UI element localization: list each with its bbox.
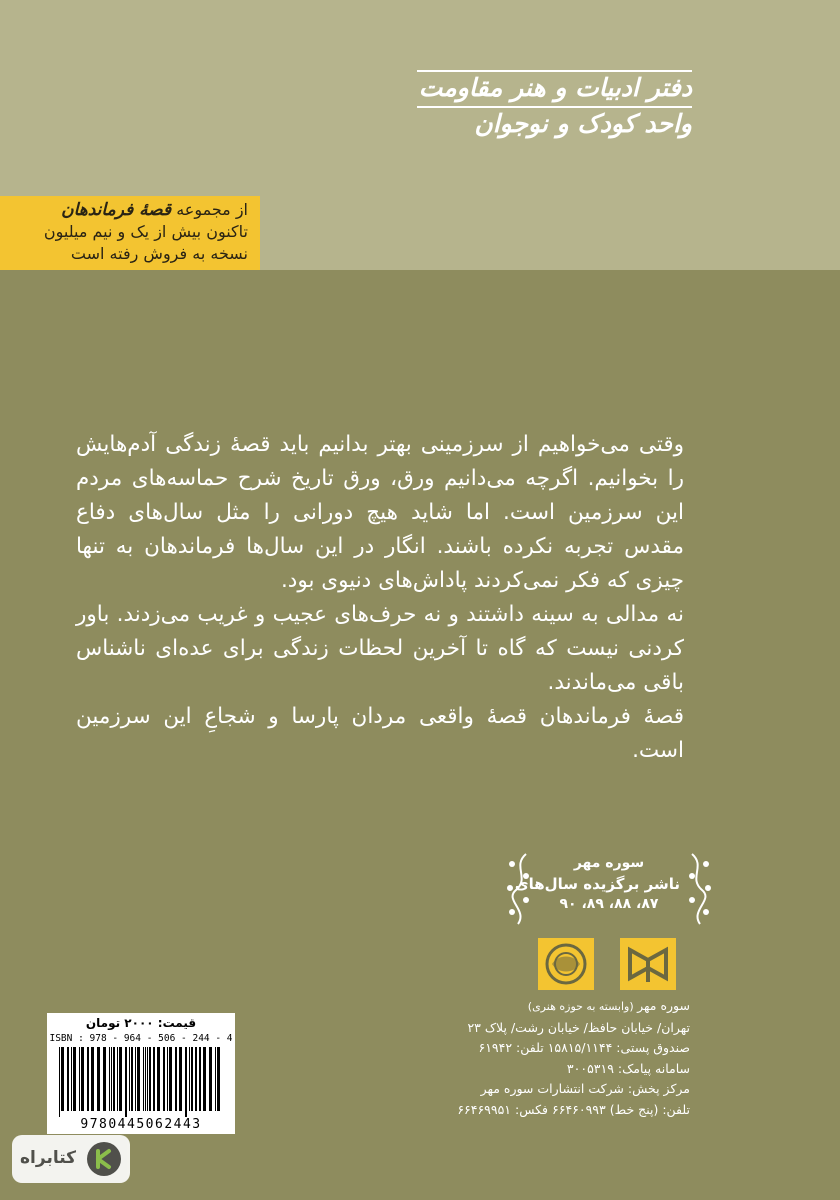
award-title: ناشر برگزیده سال‌های	[514, 875, 680, 893]
award-publisher: سوره مهر	[573, 855, 645, 871]
header-unit: واحد کودک و نوجوان	[474, 109, 692, 138]
address-line: مرکز پخش: شرکت انتشارات سوره مهر	[480, 1081, 690, 1096]
barcode-digits: 9780445062443	[80, 1117, 202, 1132]
series-name: قصهٔ فرماندهان	[61, 200, 172, 220]
isbn-label: ISBN : 978 - 964 - 506 - 244 - 4	[49, 1033, 233, 1044]
barcode-panel	[47, 1013, 235, 1134]
address-line: تهران/ خیابان حافظ/ خیابان رشت/ پلاک ۲۳	[467, 1019, 690, 1035]
price-label: قیمت: ۲۰۰۰ تومان	[85, 1016, 197, 1030]
sooreh-mehr-emblem-icon	[620, 938, 676, 990]
award-badge	[504, 852, 714, 922]
award-text	[514, 852, 680, 914]
address-line: صندوق پستی: ۱۵۸۱۵/۱۱۴۴ تلفن: ۶۱۹۴۲	[478, 1040, 690, 1055]
watermark-label: کتابراه	[20, 1148, 77, 1168]
series-info-box	[0, 196, 260, 270]
blurb-text	[76, 428, 684, 768]
address-line: سوره مهر (وابسته به حوزه هنری)	[527, 998, 690, 1013]
publisher-address	[352, 996, 690, 1120]
ketabrah-watermark	[12, 1135, 130, 1183]
blurb-paragraph: نه مدالی به سینه داشتند و نه حرف‌های عجیب و غریب می‌زدند. باور کردنی نیست که گاه تا آخرین لحظات زندگی برای عده‌ای ناشناس باقی می‌ماندند.	[76, 602, 684, 695]
vine-ornament-icon	[684, 852, 714, 926]
ketabrah-logo-icon	[84, 1139, 124, 1179]
hozeh-honari-emblem-icon	[538, 938, 594, 990]
blurb-paragraph: قصهٔ فرماندهان قصهٔ واقعی مردان پارسا و شجاعِ این سرزمین است.	[76, 704, 684, 763]
series-line-3: نسخه به فروش رفته است	[70, 244, 248, 263]
series-line-1	[6, 199, 248, 221]
address-line: تلفن: (پنج خط) ۶۶۴۶۰۹۹۳ فکس: ۶۶۴۶۹۹۵۱	[457, 1101, 690, 1117]
series-line-2: تاکنون بیش از یک و نیم میلیون	[43, 222, 248, 241]
address-line: سامانه پیامک: ۳۰۰۵۳۱۹	[566, 1060, 690, 1076]
award-years: ۸۷، ۸۸، ۸۹، ۹۰	[559, 896, 659, 912]
barcode	[57, 1047, 225, 1117]
series-prefix: از مجموعه	[176, 200, 248, 219]
header-department: دفتر ادبیات و هنر مقاومت	[418, 73, 692, 102]
blurb-paragraph: وقتی می‌خواهیم از سرزمینی بهتر بدانیم باید قصهٔ زندگی آدم‌هایش را بخوانیم. اگرچه می‌دانیم ورق، ورق تاریخ شرح حماسه‌های مردم این سرزمین است. اما شاید هیچ دورانی را مثل سال‌های دفاع مقدس تجربه نکرده باشند. انگار در این سال‌ها فرماندهان به تنها چیزی که فکر نمی‌کردند پاداش‌های دنیوی بود.	[76, 432, 684, 593]
